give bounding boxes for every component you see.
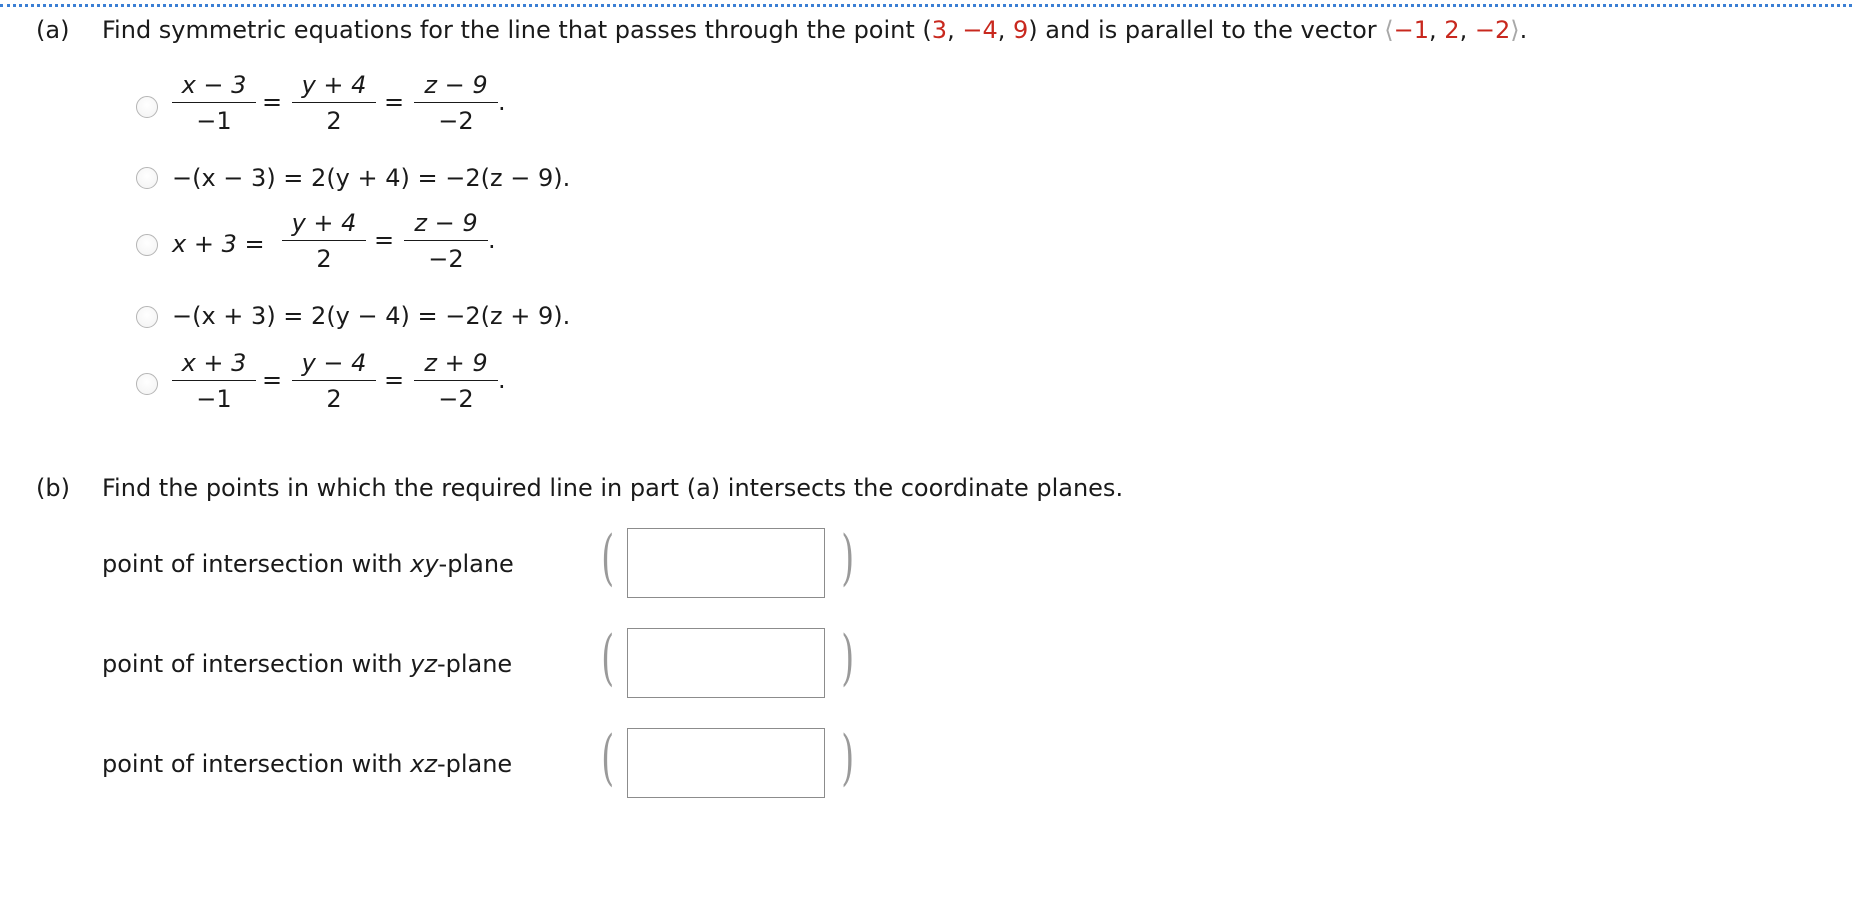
- equals-sign: =: [374, 226, 395, 254]
- prompt-text-mid: ) and is parallel to the vector: [1028, 16, 1385, 44]
- part-a-prompt: [102, 16, 1527, 44]
- option-1-radio[interactable]: [136, 96, 158, 118]
- fraction-bar: [292, 380, 376, 381]
- period: .: [488, 226, 496, 254]
- period: .: [498, 366, 506, 394]
- fraction-numerator: y − 4: [301, 349, 367, 377]
- label-suffix: -plane: [436, 750, 513, 778]
- open-paren: (: [601, 623, 615, 693]
- point-y: −4: [962, 16, 998, 44]
- fraction-bar: [282, 240, 366, 241]
- option-5-fraction-z: [414, 348, 498, 414]
- equals-sign: =: [262, 88, 283, 116]
- fraction-bar: [414, 102, 498, 103]
- open-paren: (: [601, 723, 615, 793]
- close-paren: ): [841, 723, 855, 793]
- close-paren: ): [841, 623, 855, 693]
- xy-plane-answer-input[interactable]: [627, 528, 825, 598]
- comma: ,: [1459, 16, 1475, 44]
- xy-plane-label: [102, 550, 514, 578]
- label-suffix: -plane: [436, 650, 513, 678]
- option-1-fraction-y: [292, 70, 376, 136]
- fraction-bar: [172, 380, 256, 381]
- open-paren: (: [601, 523, 615, 593]
- vector-y: 2: [1444, 16, 1460, 44]
- fraction-numerator: x + 3: [181, 349, 247, 377]
- fraction-denominator: −2: [428, 245, 464, 273]
- option-4-equation: −(x + 3) = 2(y − 4) = −2(z + 9).: [172, 302, 571, 330]
- option-2-equation: −(x − 3) = 2(y + 4) = −2(z − 9).: [172, 164, 571, 192]
- vector-x: −1: [1393, 16, 1430, 44]
- option-5-radio[interactable]: [136, 373, 158, 395]
- prompt-text-start: Find symmetric equations for the line that passes through the point (: [102, 16, 932, 44]
- plane-name: xz: [410, 750, 437, 778]
- fraction-numerator: z − 9: [424, 71, 488, 99]
- fraction-numerator: z − 9: [414, 209, 478, 237]
- option-2-radio[interactable]: [136, 167, 158, 189]
- option-1-fraction-z: [414, 70, 498, 136]
- close-paren: ): [841, 523, 855, 593]
- top-dotted-rule: [0, 4, 1852, 7]
- plane-name: yz: [410, 650, 437, 678]
- fraction-bar: [404, 240, 488, 241]
- label-text: point of intersection with: [102, 650, 411, 678]
- option-3-fraction-z: [404, 208, 488, 274]
- option-3-fraction-y: [282, 208, 366, 274]
- fraction-numerator: y + 4: [301, 71, 367, 99]
- fraction-denominator: 2: [326, 385, 342, 413]
- point-z: 9: [1012, 16, 1029, 44]
- option-5-fraction-y: [292, 348, 376, 414]
- period: .: [498, 88, 506, 116]
- fraction-bar: [292, 102, 376, 103]
- xz-plane-label: [102, 750, 512, 778]
- option-5-fraction-x: [172, 348, 256, 414]
- fraction-numerator: x − 3: [181, 71, 247, 99]
- left-angle-bracket: ⟨: [1384, 16, 1394, 44]
- fraction-denominator: −2: [438, 107, 474, 135]
- fraction-numerator: z + 9: [424, 349, 488, 377]
- option-3-radio[interactable]: [136, 234, 158, 256]
- fraction-denominator: −1: [196, 385, 232, 413]
- fraction-denominator: 2: [326, 107, 342, 135]
- equals-sign: =: [384, 366, 405, 394]
- period: .: [1519, 16, 1528, 44]
- part-b-prompt: Find the points in which the required line in part (a) intersects the coordinate planes.: [102, 474, 1124, 502]
- fraction-bar: [172, 102, 256, 103]
- vector-z: −2: [1474, 16, 1511, 44]
- comma: ,: [997, 16, 1013, 44]
- equals-sign: =: [262, 366, 283, 394]
- label-text: point of intersection with: [102, 550, 411, 578]
- yz-plane-answer-input[interactable]: [627, 628, 825, 698]
- plane-name: xy: [410, 550, 439, 578]
- fraction-denominator: −2: [438, 385, 474, 413]
- xz-plane-answer-input[interactable]: [627, 728, 825, 798]
- point-x: 3: [931, 16, 948, 44]
- label-suffix: -plane: [438, 550, 514, 578]
- part-a-label: (a): [36, 16, 70, 44]
- yz-plane-label: [102, 650, 512, 678]
- right-angle-bracket: ⟩: [1510, 16, 1520, 44]
- fraction-denominator: 2: [316, 245, 332, 273]
- option-1-fraction-x: [172, 70, 256, 136]
- comma: ,: [1429, 16, 1445, 44]
- fraction-numerator: y + 4: [291, 209, 357, 237]
- label-text: point of intersection with: [102, 750, 411, 778]
- comma: ,: [947, 16, 963, 44]
- part-b-label: (b): [36, 474, 70, 502]
- fraction-bar: [414, 380, 498, 381]
- option-4-radio[interactable]: [136, 306, 158, 328]
- equals-sign: =: [384, 88, 405, 116]
- fraction-denominator: −1: [196, 107, 232, 135]
- option-3-lead-term: x + 3 =: [172, 230, 265, 258]
